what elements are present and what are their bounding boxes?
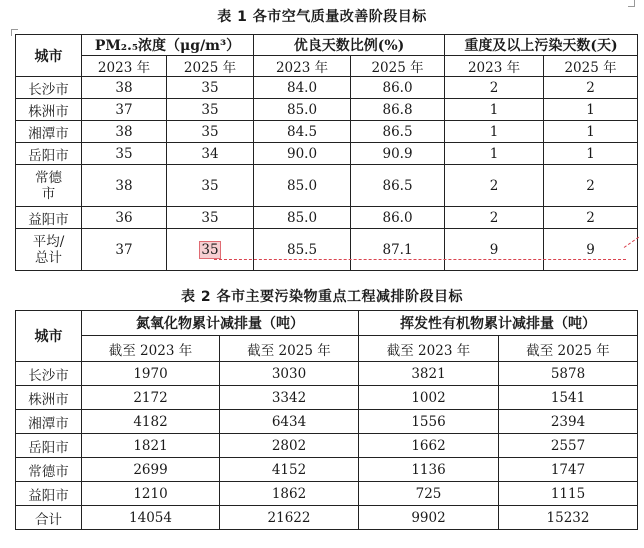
year-header: 2025 年 <box>167 56 254 77</box>
city-cell: 益阳市 <box>16 207 82 229</box>
city-cell: 株洲市 <box>16 386 82 410</box>
data-cell: 87.1 <box>351 229 445 271</box>
year-header: 2023 年 <box>82 56 167 77</box>
data-cell: 1 <box>544 99 638 121</box>
data-cell: 2394 <box>499 410 638 434</box>
city-column-header: 城市 <box>16 311 82 362</box>
data-cell: 35 <box>82 143 167 165</box>
data-cell: 4152 <box>220 458 359 482</box>
data-cell: 86.0 <box>351 207 445 229</box>
city-cell: 长沙市 <box>16 362 82 386</box>
table1-caption: 表 1 各市空气质量改善阶段目标 <box>217 9 427 25</box>
data-cell: 2 <box>445 165 544 207</box>
good-days-group-header: 优良天数比例(%) <box>254 35 445 56</box>
data-cell: 2802 <box>220 434 359 458</box>
data-cell: 9 <box>544 229 638 271</box>
air-quality-targets-table <box>15 34 638 271</box>
data-cell: 14054 <box>82 506 220 530</box>
table-row <box>16 506 638 530</box>
data-cell: 37 <box>82 99 167 121</box>
period-header: 截至 2023 年 <box>82 336 220 362</box>
data-cell: 21622 <box>220 506 359 530</box>
data-cell: 9 <box>445 229 544 271</box>
emission-reduction-targets-table <box>15 310 638 530</box>
city-cell: 合计 <box>16 506 82 530</box>
data-cell: 2557 <box>499 434 638 458</box>
heavy-pollution-group-header: 重度及以上污染天数(天) <box>445 35 638 56</box>
voc-group-header: 挥发性有机物累计减排量（吨） <box>359 311 638 336</box>
data-cell: 1 <box>445 99 544 121</box>
data-cell: 86.5 <box>351 121 445 143</box>
data-cell: 84.5 <box>254 121 351 143</box>
data-cell: 6434 <box>220 410 359 434</box>
table-row <box>16 410 638 434</box>
data-cell: 2 <box>445 207 544 229</box>
city-cell: 株洲市 <box>16 99 82 121</box>
data-cell: 1 <box>544 121 638 143</box>
nox-group-header: 氮氧化物累计减排量（吨） <box>82 311 359 336</box>
data-cell <box>167 229 254 271</box>
city-cell: 平均/总计 <box>16 229 82 271</box>
highlighted-value: 35 <box>201 241 219 258</box>
city-cell: 益阳市 <box>16 482 82 506</box>
table-row <box>16 121 638 143</box>
city-cell: 岳阳市 <box>16 434 82 458</box>
data-cell: 86.5 <box>351 165 445 207</box>
data-cell: 34 <box>167 143 254 165</box>
data-cell: 35 <box>167 121 254 143</box>
data-cell: 15232 <box>499 506 638 530</box>
table-row <box>16 229 638 271</box>
data-cell: 2 <box>445 77 544 99</box>
data-cell: 1862 <box>220 482 359 506</box>
data-cell: 86.8 <box>351 99 445 121</box>
data-cell: 1 <box>445 121 544 143</box>
data-cell: 84.0 <box>254 77 351 99</box>
data-cell: 1662 <box>359 434 499 458</box>
data-cell: 85.0 <box>254 207 351 229</box>
data-cell: 1541 <box>499 386 638 410</box>
city-cell: 湘潭市 <box>16 410 82 434</box>
data-cell: 3821 <box>359 362 499 386</box>
period-header: 截至 2025 年 <box>499 336 638 362</box>
city-cell: 常德市 <box>16 458 82 482</box>
data-cell: 38 <box>82 121 167 143</box>
data-cell: 35 <box>167 99 254 121</box>
period-header: 截至 2023 年 <box>359 336 499 362</box>
data-cell: 4182 <box>82 410 220 434</box>
table-row <box>16 434 638 458</box>
table-row <box>16 165 638 207</box>
city-cell: 湘潭市 <box>16 121 82 143</box>
pm25-group-header: PM₂.₅浓度（μg/m³） <box>82 35 254 56</box>
year-header: 2023 年 <box>445 56 544 77</box>
data-cell: 1115 <box>499 482 638 506</box>
table-row <box>16 482 638 506</box>
data-cell: 90.0 <box>254 143 351 165</box>
data-cell: 86.0 <box>351 77 445 99</box>
data-cell: 85.0 <box>254 99 351 121</box>
data-cell: 1002 <box>359 386 499 410</box>
table-row <box>16 143 638 165</box>
data-cell: 38 <box>82 77 167 99</box>
data-cell: 36 <box>82 207 167 229</box>
data-cell: 2699 <box>82 458 220 482</box>
data-cell: 3030 <box>220 362 359 386</box>
table-row <box>16 77 638 99</box>
data-cell: 37 <box>82 229 167 271</box>
data-cell: 1747 <box>499 458 638 482</box>
data-cell: 35 <box>167 165 254 207</box>
data-cell: 2 <box>544 165 638 207</box>
data-cell: 1821 <box>82 434 220 458</box>
annotation-dashed-line <box>214 259 626 260</box>
table-row <box>16 362 638 386</box>
period-header: 截至 2025 年 <box>220 336 359 362</box>
table-row <box>16 207 638 229</box>
data-cell: 1556 <box>359 410 499 434</box>
data-cell: 35 <box>167 77 254 99</box>
data-cell: 2 <box>544 77 638 99</box>
data-cell: 725 <box>359 482 499 506</box>
data-cell: 90.9 <box>351 143 445 165</box>
table-row <box>16 458 638 482</box>
data-cell: 2172 <box>82 386 220 410</box>
table2-caption: 表 2 各市主要污染物重点工程减排阶段目标 <box>181 289 463 305</box>
city-column-header: 城市 <box>16 35 82 77</box>
data-cell: 1 <box>544 143 638 165</box>
data-cell: 5878 <box>499 362 638 386</box>
data-cell: 1136 <box>359 458 499 482</box>
data-cell: 1970 <box>82 362 220 386</box>
data-cell: 9902 <box>359 506 499 530</box>
data-cell: 1210 <box>82 482 220 506</box>
data-cell: 38 <box>82 165 167 207</box>
year-header: 2023 年 <box>254 56 351 77</box>
city-cell: 岳阳市 <box>16 143 82 165</box>
data-cell: 85.5 <box>254 229 351 271</box>
data-cell: 1 <box>445 143 544 165</box>
city-cell: 常德市 <box>16 165 82 207</box>
data-cell: 85.0 <box>254 165 351 207</box>
year-header: 2025 年 <box>351 56 445 77</box>
table-row <box>16 386 638 410</box>
city-cell: 长沙市 <box>16 77 82 99</box>
data-cell: 2 <box>544 207 638 229</box>
table-row <box>16 99 638 121</box>
data-cell: 3342 <box>220 386 359 410</box>
year-header: 2025 年 <box>544 56 638 77</box>
data-cell: 35 <box>167 207 254 229</box>
